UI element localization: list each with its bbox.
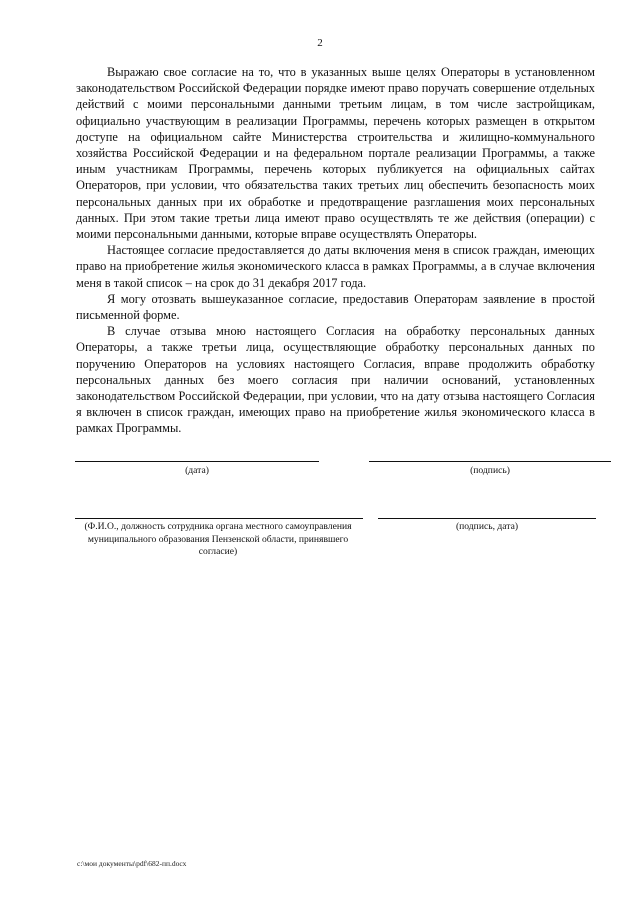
- paragraph-validity-period: Настоящее согласие предоставляется до даты включения меня в список граждан, имеющих право на приобретение жилья экономического класса в рамках Программы, а в случае включения меня в такой список – на срок до 31 декабря 2017 года.: [76, 243, 595, 290]
- date-caption: (дата): [185, 465, 209, 476]
- paragraph-third-parties: Выражаю свое согласие на то, что в указанных выше целях Операторы в установленном законодательством Российской Федерации порядке имеют право поручать совершение отдельных действий с моими персональными данными третьим лицам, в том числе застройщикам, официально участвующим в реализации Программы, перечень которых размещен в открытом доступе на официальном сайте Министерства строительства и жилищно-коммунального хозяйства Российской Федерации и на федеральном портале реализации Программы, а также иным участникам Программы, перечень которых публикуется на официальных сайтах Операторов, при условии, что обязательства таких третьих лиц обеспечить безопасность моих персональных данных при их обработке и предотвращение разглашения моих персональных данных. При этом такие третьи лица имеют право осуществлять те же действия (операции) с моими персональными данными, которые вправе осуществлять Операторы.: [76, 65, 595, 242]
- consent-body: [76, 64, 595, 437]
- footer-file-path: c:\мои документы\pdf\682-пп.docx: [77, 859, 187, 868]
- date-line: [75, 461, 319, 462]
- signature-line: [369, 461, 611, 462]
- official-signature-caption: (подпись, дата): [455, 521, 519, 532]
- official-name-caption: (Ф.И.О., должность сотрудника органа местного самоуправления муниципального образования Пензенской области, принявшего согласие): [84, 521, 352, 557]
- page-number: 2: [317, 37, 323, 49]
- paragraph-revocation-consequences: В случае отзыва мною настоящего Согласия на обработку персональных данных Операторы, а также третьи лица, осуществляющие обработку персональных данных по поручению Операторов на условиях настоящего Согласия, вправе продолжить обработку персональных данных без моего согласия при наличии оснований, установленных законодательством Российской Федерации, при условии, что на дату отзыва настоящего Согласия я включен в список граждан, имеющих право на приобретение жилья экономического класса в рамках Программы.: [76, 324, 595, 436]
- official-name-line: [75, 518, 363, 519]
- signature-caption: (подпись): [470, 465, 510, 476]
- official-signature-line: [378, 518, 596, 519]
- paragraph-revocation: Я могу отозвать вышеуказанное согласие, предоставив Операторам заявление в простой письменной форме.: [76, 291, 595, 323]
